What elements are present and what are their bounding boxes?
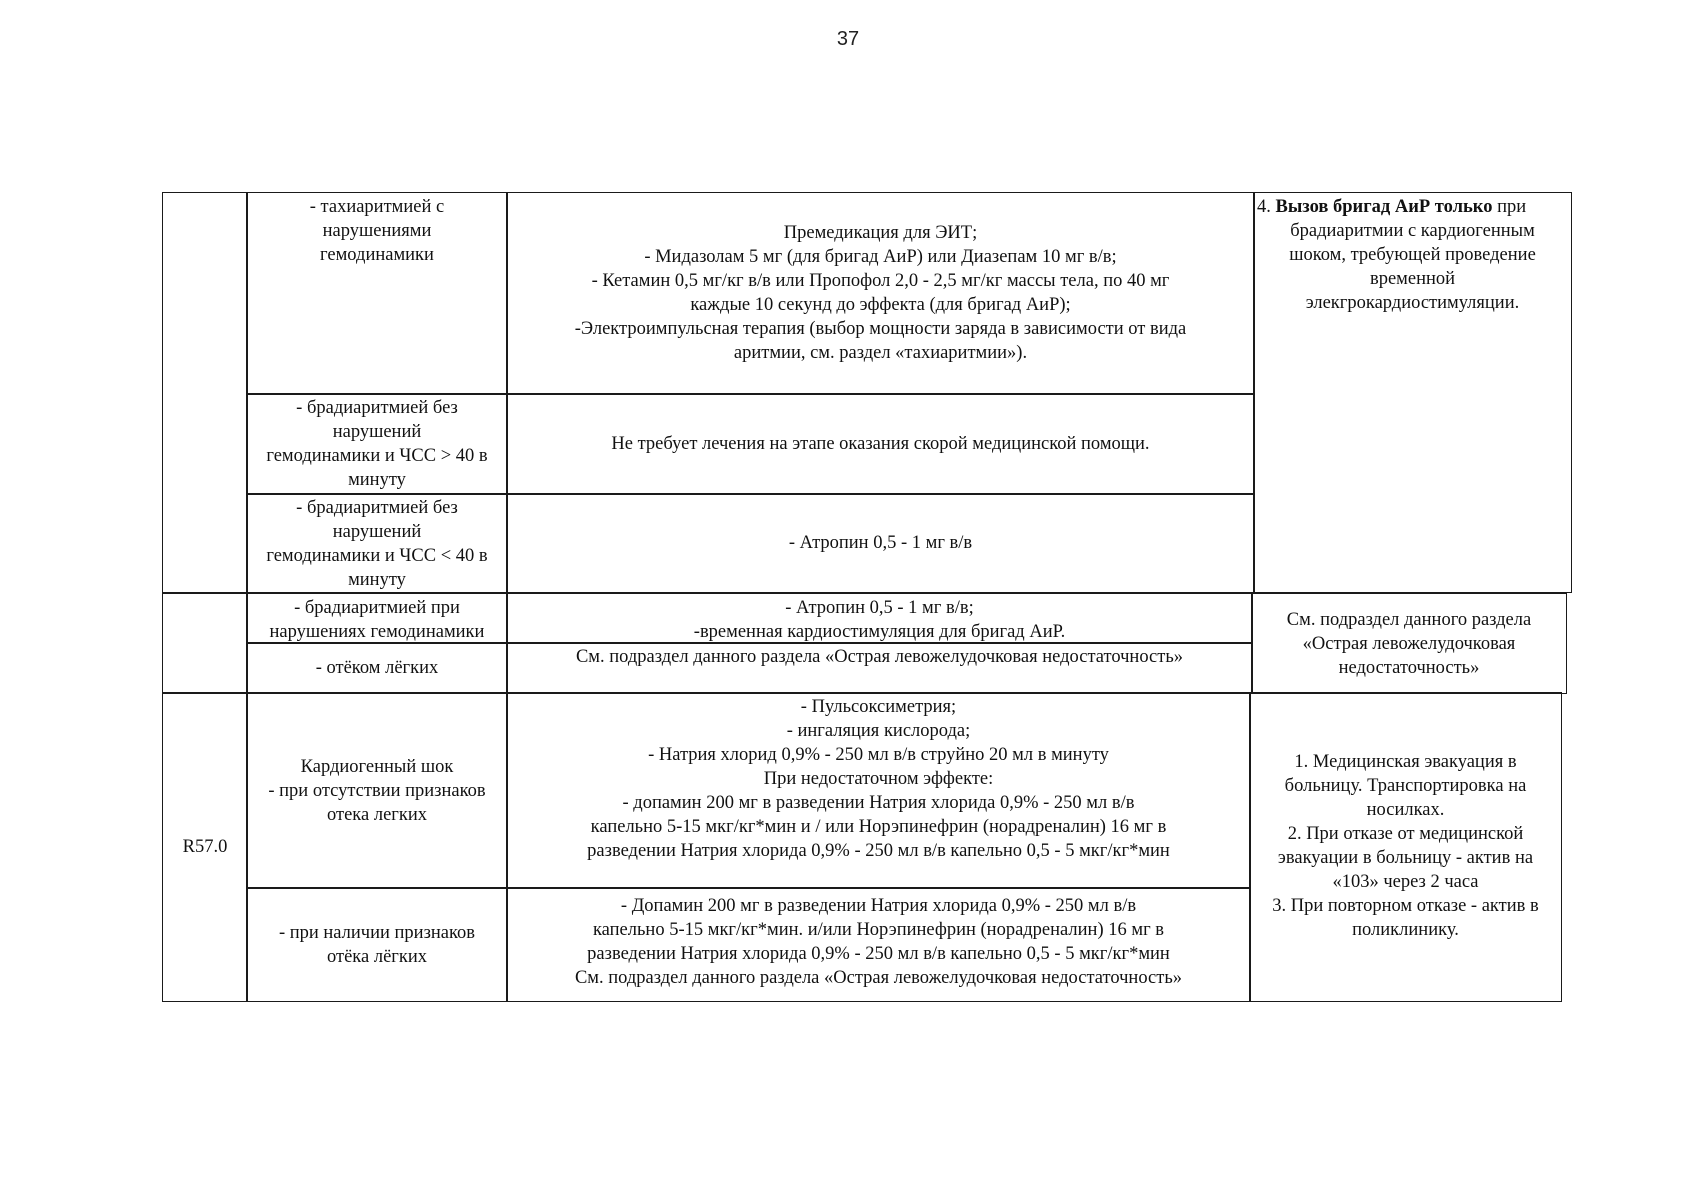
text-line: - тахиаритмией с — [309, 197, 445, 217]
treatment-pulmonary-edema — [506, 642, 1253, 694]
text-line: разведении Натрия хлорида 0,9% - 250 мл в/в капельно 0,5 - 5 мкг/кг*мин — [587, 944, 1170, 964]
text-line: недостаточность» — [1338, 657, 1480, 678]
text-line: -временная кардиостимуляция для бригад АиР. — [693, 622, 1066, 642]
note-lv-failure — [1251, 593, 1567, 694]
note-number: 4. — [1257, 197, 1271, 217]
text-line: - брадиаритмией без — [296, 398, 458, 418]
text-line: 1. Медицинская эвакуация в — [1294, 752, 1517, 772]
text-line: Премедикация для ЭИТ; — [783, 223, 978, 243]
note-rest-text: при — [1497, 197, 1527, 217]
condition-cardiogenic-shock — [246, 692, 508, 889]
text-line: - Атропин 0,5 - 1 мг в/в — [788, 533, 973, 553]
text-line: - отёком лёгких — [315, 658, 439, 678]
condition-bradyarrhythmia-gt40 — [246, 393, 508, 495]
icd-code: R57.0 — [182, 837, 228, 857]
condition-shock-with-edema — [246, 887, 508, 1002]
text-line: элекгрокардиостимуляции. — [1305, 293, 1520, 313]
text-line: отёка лёгких — [326, 946, 427, 967]
treatment-bradyarrhythmia-hemodynamic — [506, 593, 1253, 644]
text-line: больницу. Транспортировка на — [1284, 776, 1527, 796]
code-r57 — [162, 692, 248, 1002]
condition-bradyarrhythmia-lt40 — [246, 493, 508, 593]
text-line: - при наличии признаков — [278, 922, 476, 943]
text-line: нарушений — [332, 522, 422, 542]
condition-pulmonary-edema — [246, 642, 508, 694]
treatment-bradyarrhythmia-gt40 — [506, 393, 1255, 495]
text-line: - Атропин 0,5 - 1 мг в/в; — [785, 598, 974, 618]
text-line: 3. При повторном отказе - актив в — [1272, 896, 1539, 916]
text-line: - Допамин 200 мг в разведении Натрия хлорида 0,9% - 250 мл в/в — [620, 896, 1137, 916]
text-line: гемодинамики и ЧСС < 40 в — [266, 546, 488, 566]
condition-bradyarrhythmia-hemodynamic — [246, 593, 508, 644]
text-line: Кардиогенный шок — [300, 756, 454, 777]
text-line: минуту — [348, 570, 406, 590]
note-air-brigade — [1253, 192, 1572, 593]
note-evacuation — [1249, 692, 1562, 1002]
text-line: поликлинику. — [1352, 920, 1459, 940]
text-line: каждые 10 секунд до эффекта (для бригад АиР); — [690, 295, 1071, 315]
text-line: минуту — [348, 470, 406, 490]
text-line: - допамин 200 мг в разведении Натрия хлорида 0,9% - 250 мл в/в — [622, 793, 1135, 813]
note-bold-text: Вызов бригад АиР только — [1275, 197, 1493, 217]
text-line: - ингаляция кислорода; — [786, 721, 971, 741]
text-line: аритмии, см. раздел «тахиаритмии»). — [733, 343, 1028, 363]
text-line: гемодинамики и ЧСС > 40 в — [266, 446, 488, 466]
text-line: См. подраздел данного раздела — [1286, 609, 1532, 630]
text-line: «Острая левожелудочковая — [1302, 633, 1516, 654]
text-line: - Кетамин 0,5 мг/кг в/в или Пропофол 2,0 - 2,5 мг/кг массы тела, по 40 мг — [591, 271, 1170, 291]
text-line: См. подраздел данного раздела «Острая левожелудочковая недостаточность» — [574, 968, 1183, 988]
text-line: - Мидазолам 5 мг (для бригад АиР) или Диазепам 10 мг в/в; — [644, 247, 1117, 267]
text-line: Не требует лечения на этапе оказания скорой медицинской помощи. — [611, 434, 1150, 454]
text-line: капельно 5-15 мкг/кг*мин. и/или Норэпинефрин (норадреналин) 16 мг в — [592, 920, 1165, 940]
code-cell-1 — [162, 192, 248, 593]
text-line: шоком, требующей проведение — [1289, 245, 1536, 265]
text-line: «103» через 2 часа — [1332, 872, 1479, 892]
treatment-tachyarrhythmia — [506, 192, 1255, 395]
treatment-bradyarrhythmia-lt40 — [506, 493, 1255, 593]
page-number: 37 — [836, 28, 860, 50]
text-line: носилках. — [1366, 800, 1445, 820]
text-line: отека легких — [326, 804, 427, 825]
text-line: - Натрия хлорид 0,9% - 250 мл в/в струйно 20 мл в минуту — [648, 745, 1109, 765]
text-line: временной — [1369, 269, 1456, 289]
treatment-cardiogenic-shock — [506, 692, 1251, 889]
text-line: - Пульсоксиметрия; — [800, 697, 957, 717]
text-line: нарушениях гемодинамики — [269, 622, 485, 642]
text-line: разведении Натрия хлорида 0,9% - 250 мл в/в капельно 0,5 - 5 мкг/кг*мин — [587, 841, 1170, 861]
text-line: - брадиаритмией при — [294, 598, 460, 618]
text-line: эвакуации в больницу - актив на — [1277, 848, 1534, 868]
treatment-shock-with-edema — [506, 887, 1251, 1002]
text-line: нарушений — [332, 422, 422, 442]
text-line: капельно 5-15 мкг/кг*мин и / или Норэпинефрин (норадреналин) 16 мг в — [590, 817, 1167, 837]
text-line: - брадиаритмией без — [296, 498, 458, 518]
text-line: гемодинамики — [320, 245, 434, 265]
note-first-line — [1257, 195, 1568, 219]
text-line: нарушениями — [322, 221, 432, 241]
code-cell-2 — [162, 593, 248, 694]
text-line: брадиаритмии с кардиогенным — [1290, 221, 1535, 241]
text-line: См. подраздел данного раздела «Острая левожелудочковая недостаточность» — [575, 647, 1184, 667]
text-line: - при отсутствии признаков — [268, 780, 486, 801]
text-line: -Электроимпульсная терапия (выбор мощности заряда в зависимости от вида — [574, 319, 1187, 339]
text-line: 2. При отказе от медицинской — [1287, 824, 1524, 844]
condition-tachyarrhythmia — [246, 192, 508, 395]
text-line: При недостаточном эффекте: — [763, 769, 994, 789]
